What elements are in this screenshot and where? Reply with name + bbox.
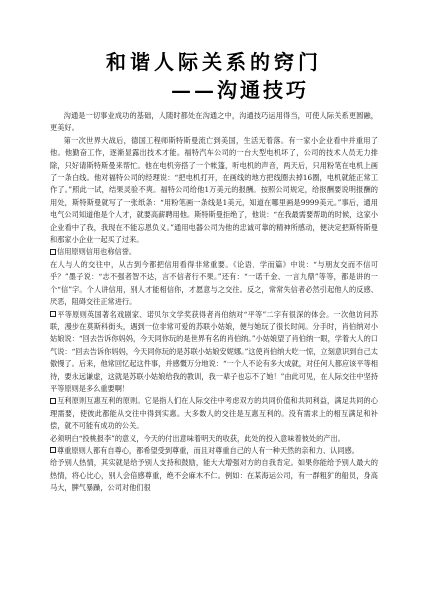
paragraph — [50, 445, 378, 457]
paragraph — [50, 110, 378, 135]
document-body — [50, 110, 378, 495]
checkbox-bullet-icon — [50, 447, 56, 453]
paragraph-text: 给予别人热情，其实就是给予别人支持和鼓励，能大大增强对方的自我肯定。如果你能给予别人最大的热情，将心比心，别人会倍感尊重，绝不会麻木不仁。例如：在某海运公司，有一群粗犷的船员，身高马大，脾气暴躁，公司对他们很 — [50, 458, 378, 493]
paragraph — [50, 395, 378, 432]
document-subtitle: ——沟通技巧 — [171, 78, 309, 102]
paragraph-text: 必须明白“投桃报李”的意义，今天的付出意味着明天的收获，此处的投入意味着彼处的产出。 — [50, 433, 345, 443]
paragraph-text: 在人与人的交往中，从古到今都把信用看得非常重要。《论语．学而篇》中说：“与朋友交而不信可乎？”墨子说：“志不强者智不达，言不信者行不果。”还有：“一诺千金、一言九鼎”等等，都是讲的一个“信”字。个人讲信用，别人才能相信你，才愿意与之交往。反之，常常失信者必然引起他人的反感、厌恶，阻碍交往正常进行。 — [50, 259, 378, 307]
checkbox-bullet-icon — [50, 311, 56, 317]
paragraph-text: 互利原则互惠互利的原则。它是指人们在人际交往中考虑双方的共同价值和共同利益，满足共同的心理需要，使彼此都能从交往中得到实惠。大多数人的交往是互惠互利的。没有需求上的相互满足和补偿，就不可能有成功的公关。 — [50, 396, 378, 431]
paragraph-text: 信用原则信用也称信誉。 — [57, 247, 137, 257]
paragraph — [50, 309, 378, 396]
paragraph-text: 平等原则英国著名戏剧家、诺贝尔文学奖获得者肖伯纳对“平等”二字有很深的体会。一次他访问苏联，漫步在莫斯科街头，遇到一位非常可爱的苏联小姑娘，便与她玩了很长时间。分手时，肖伯纳对小姑娘说：“回去告诉你妈妈，今天同你玩的是世界有名的肖伯纳。”小姑娘望了肖伯纳一眼，学着大人的口气说：“回去告诉你妈妈，今天同你玩的是苏联小姑娘安妮娜。”这使肖伯纳大吃一惊，立刻意识到自己太傲慢了。后来，他常回忆起这件事，并感慨万分地说：“一个人不论有多大成就，对任何人都应该平等相待，要永远谦虚，这就是苏联小姑娘给我的教训，我一辈子也忘不了她！”由此可见，在人际交往中坚持平等原则是多么重要啊！ — [50, 309, 378, 393]
paragraph — [50, 246, 378, 258]
paragraph-text: 沟通是一切事业成功的基础，人随时都处在沟通之中，沟通技巧运用得当，可使人际关系更圆融，更美好。 — [50, 111, 378, 133]
paragraph-text: 尊重原则人都有自尊心，都希望受到尊重，而且对尊重自己的人有一种天然的亲和力、认同感。 — [57, 445, 359, 455]
paragraph — [50, 135, 378, 247]
checkbox-bullet-icon — [50, 398, 56, 404]
paragraph — [50, 457, 378, 494]
paragraph — [50, 433, 378, 445]
document-title: 和谐人际关系的窍门 — [106, 50, 322, 74]
paragraph-text: 第一次世界大战后，德国工程师斯特斯曼流亡到美国，生活无着落。有一家小企业看中并重用了他。他勤奋工作，逐渐显露出技术才能。福特汽车公司的一台大型电机坏了，公司的技术人员无力排除，只好请斯特斯曼来帮忙。他在电机旁搭了一个帐篷，听电机的声音，两天后，只用粉笔在电机上画了一条白线。他对福特公司的经理说：“把电机打开，在画线的地方把线圈去掉16圈，电机就能正常工作了。”照此一试，结果灵验不爽。福特公司给他1万美元的报酬。按照公司规定，给报酬要说明报酬的用处，斯特斯曼就写了一张纸条：“用粉笔画一条线是1美元，知道在哪里画是9999美元。”事后，通用电气公司知道他是个人才，就要高薪聘用他。斯特斯曼拒绝了，他说：“在我最需要帮助的时候，这家小企业看中了我，我现在不能忘恩负义。”通用电器公司为他的忠诚可靠的精神所感动，便决定把斯特斯曼和那家小企业一起买了过来。 — [50, 135, 378, 245]
paragraph — [50, 259, 378, 309]
checkbox-bullet-icon — [50, 249, 56, 255]
